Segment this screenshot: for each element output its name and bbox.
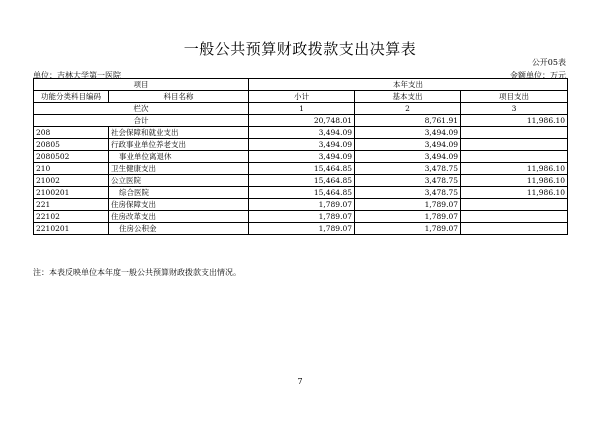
row-project: 11,986.10 bbox=[461, 175, 568, 187]
page-title: 一般公共预算财政拨款支出决算表 bbox=[183, 40, 417, 58]
row-name: 公立医院 bbox=[109, 175, 249, 187]
row-basic: 3,478.75 bbox=[355, 175, 461, 187]
row-code: 2210201 bbox=[34, 223, 109, 235]
row-name: 行政事业单位养老支出 bbox=[109, 139, 249, 151]
total-project: 11,986.10 bbox=[461, 115, 568, 127]
header-row-1 bbox=[34, 79, 568, 91]
header-subject-name: 科目名称 bbox=[109, 91, 249, 103]
row-subtotal: 3,494.09 bbox=[249, 127, 355, 139]
row-project: 11,986.10 bbox=[461, 163, 568, 175]
table-row bbox=[34, 139, 568, 151]
money-unit: 金额单位：万元 bbox=[510, 71, 566, 80]
row-subtotal: 3,494.09 bbox=[249, 151, 355, 163]
total-basic: 8,761.91 bbox=[355, 115, 461, 127]
row-name: 住房公积金 bbox=[109, 223, 249, 235]
row-basic: 1,789.07 bbox=[355, 199, 461, 211]
page-number: 7 bbox=[297, 377, 303, 386]
table-row bbox=[34, 175, 568, 187]
row-code: 2080502 bbox=[34, 151, 109, 163]
table-row bbox=[34, 223, 568, 235]
header-func-code: 功能分类科目编码 bbox=[34, 91, 109, 103]
row-name: 综合医院 bbox=[109, 187, 249, 199]
column-label: 栏次 bbox=[34, 103, 249, 115]
row-name: 社会保障和就业支出 bbox=[109, 127, 249, 139]
row-name: 卫生健康支出 bbox=[109, 163, 249, 175]
row-basic: 3,478.75 bbox=[355, 187, 461, 199]
row-code: 208 bbox=[34, 127, 109, 139]
row-subtotal: 15,464.85 bbox=[249, 175, 355, 187]
row-subtotal: 1,789.07 bbox=[249, 223, 355, 235]
table-row bbox=[34, 127, 568, 139]
row-code: 22102 bbox=[34, 211, 109, 223]
header-row-2 bbox=[34, 91, 568, 103]
row-code: 20805 bbox=[34, 139, 109, 151]
form-number: 公开05表 bbox=[531, 58, 566, 67]
row-subtotal: 1,789.07 bbox=[249, 211, 355, 223]
row-subtotal: 15,464.85 bbox=[249, 163, 355, 175]
header-project: 项目支出 bbox=[461, 91, 568, 103]
table-row bbox=[34, 187, 568, 199]
row-project: 11,986.10 bbox=[461, 187, 568, 199]
row-subtotal: 15,464.85 bbox=[249, 187, 355, 199]
table-row bbox=[34, 151, 568, 163]
row-project bbox=[461, 139, 568, 151]
column-1: 1 bbox=[249, 103, 355, 115]
row-code: 21002 bbox=[34, 175, 109, 187]
row-basic: 3,478.75 bbox=[355, 163, 461, 175]
row-code: 210 bbox=[34, 163, 109, 175]
row-subtotal: 3,494.09 bbox=[249, 139, 355, 151]
total-label: 合计 bbox=[34, 115, 249, 127]
row-basic: 3,494.09 bbox=[355, 127, 461, 139]
table-row bbox=[34, 163, 568, 175]
table-body bbox=[34, 127, 568, 235]
row-basic: 3,494.09 bbox=[355, 151, 461, 163]
column-2: 2 bbox=[355, 103, 461, 115]
row-name: 住房保障支出 bbox=[109, 199, 249, 211]
row-basic: 1,789.07 bbox=[355, 223, 461, 235]
row-project bbox=[461, 151, 568, 163]
column-3: 3 bbox=[461, 103, 568, 115]
table-row bbox=[34, 211, 568, 223]
row-project bbox=[461, 127, 568, 139]
row-subtotal: 1,789.07 bbox=[249, 199, 355, 211]
row-basic: 3,494.09 bbox=[355, 139, 461, 151]
table-row bbox=[34, 199, 568, 211]
row-project bbox=[461, 199, 568, 211]
table-note: 注：本表反映单位本年度一般公共预算财政拨款支出情况。 bbox=[33, 268, 241, 277]
header-item: 项目 bbox=[34, 79, 249, 91]
row-code: 2100201 bbox=[34, 187, 109, 199]
row-project bbox=[461, 211, 568, 223]
row-basic: 1,789.07 bbox=[355, 211, 461, 223]
unit-name: 单位：吉林大学第一医院 bbox=[33, 71, 121, 80]
header-subtotal: 小计 bbox=[249, 91, 355, 103]
row-code: 221 bbox=[34, 199, 109, 211]
expenditure-table bbox=[33, 78, 568, 235]
total-row bbox=[34, 115, 568, 127]
row-name: 住房改革支出 bbox=[109, 211, 249, 223]
column-number-row bbox=[34, 103, 568, 115]
row-project bbox=[461, 223, 568, 235]
total-subtotal: 20,748.01 bbox=[249, 115, 355, 127]
row-name: 事业单位离退休 bbox=[109, 151, 249, 163]
header-current-year: 本年支出 bbox=[249, 79, 568, 91]
header-basic: 基本支出 bbox=[355, 91, 461, 103]
